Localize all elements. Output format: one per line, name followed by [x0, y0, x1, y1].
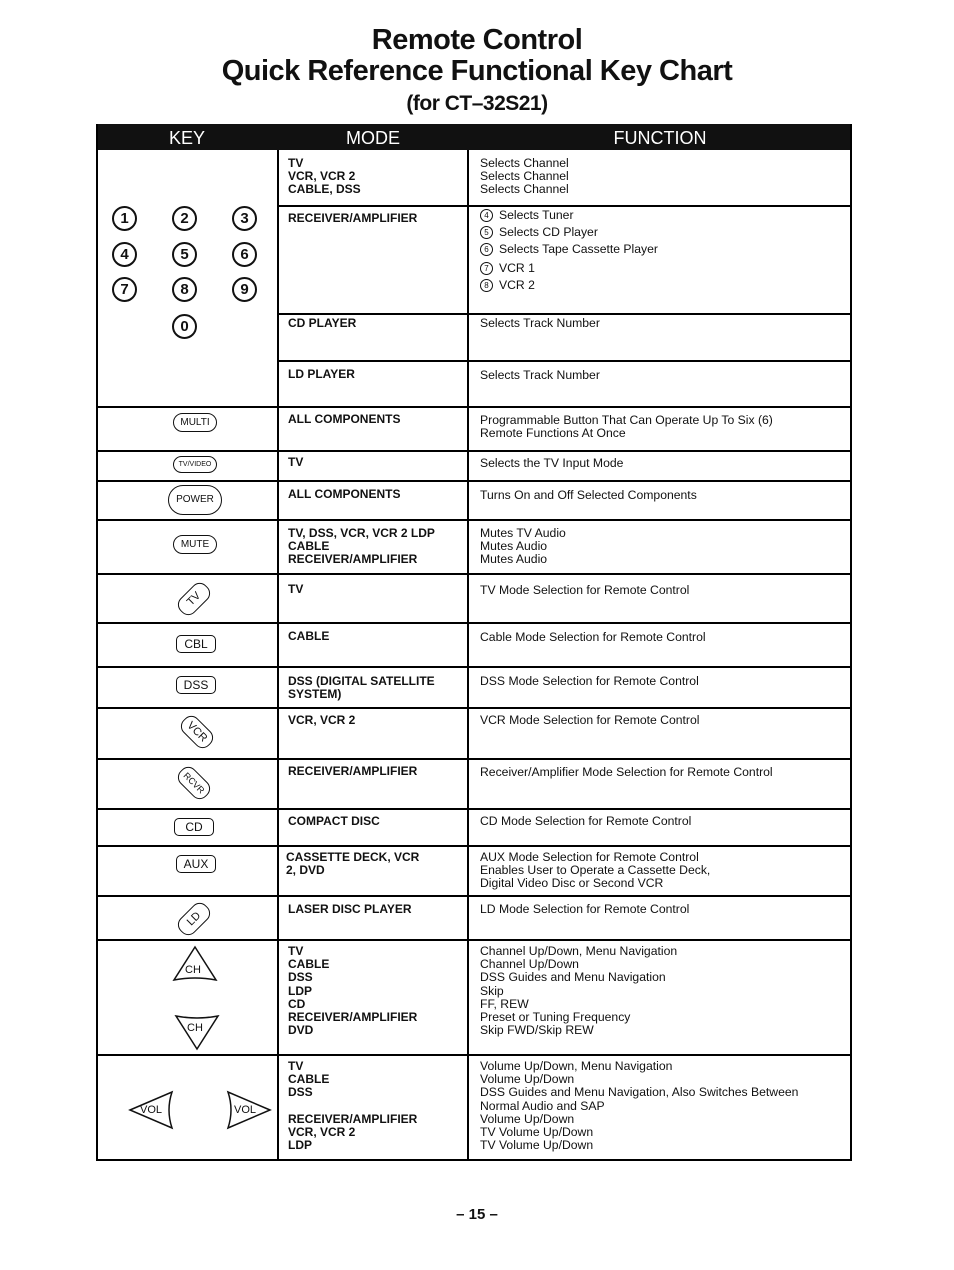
- key-0-icon: 0: [172, 314, 197, 339]
- rcvr-mode-key-icon: RCVR: [174, 763, 214, 803]
- row-divider: [96, 406, 852, 408]
- mode-cell: COMPACT DISC: [288, 814, 380, 828]
- row-divider: [278, 313, 852, 315]
- function-cell: Selects Track Number: [480, 316, 600, 330]
- key-2-icon: 2: [172, 206, 197, 231]
- mode-cell: LD PLAYER: [288, 367, 355, 381]
- channel-down-label: CH: [187, 1022, 203, 1034]
- function-cell: Turns On and Off Selected Components: [480, 488, 697, 502]
- page-subtitle: (for CT–32S21): [406, 92, 548, 115]
- function-cell: [480, 243, 658, 256]
- cd-mode-key-icon: CD: [174, 818, 214, 836]
- volume-down-label: VOL: [140, 1104, 163, 1116]
- ld-mode-key-icon: LD: [174, 899, 214, 939]
- number-8-icon: 8: [480, 279, 493, 292]
- function-item: Selects Tape Cassette Player: [499, 242, 658, 256]
- row-divider: [96, 666, 852, 668]
- mode-cell: CD PLAYER: [288, 316, 357, 330]
- column-divider-mode: [467, 150, 469, 1160]
- function-cell: Volume Up/Down, Menu Navigation Volume Up/Down DSS Guides and Menu Navigation, Also Switches Between Normal Audio and SAP Volume Up/Down TV Volume Up/Down TV Volume Up/Down: [480, 1059, 799, 1153]
- mode-cell: TV CABLE DSS RECEIVER/AMPLIFIER VCR, VCR 2 LDP: [288, 1059, 418, 1153]
- key-9-icon: 9: [232, 277, 257, 302]
- function-cell: [480, 279, 535, 292]
- row-divider: [96, 573, 852, 575]
- function-cell: Mutes TV Audio Mutes Audio Mutes Audio: [480, 526, 566, 567]
- row-divider: [96, 622, 852, 624]
- key-7-icon: 7: [112, 277, 137, 302]
- key-chart-table: [96, 124, 852, 1161]
- function-cell: Receiver/Amplifier Mode Selection for Remote Control: [480, 765, 773, 779]
- tv-mode-key-icon: TV: [174, 579, 214, 619]
- row-divider: [96, 450, 852, 452]
- key-4-icon: 4: [112, 242, 137, 267]
- function-item: Selects CD Player: [499, 225, 598, 239]
- mode-cell: RECEIVER/AMPLIFIER: [288, 764, 418, 778]
- mode-cell: TV CABLE DSS LDP CD RECEIVER/AMPLIFIER DVD: [288, 944, 418, 1038]
- key-8-icon: 8: [172, 277, 197, 302]
- mode-cell: TV, DSS, VCR, VCR 2 LDP CABLE RECEIVER/AMPLIFIER: [288, 526, 435, 567]
- function-item: Selects Tuner: [499, 208, 574, 222]
- row-divider: [96, 808, 852, 810]
- mode-cell: LASER DISC PLAYER: [288, 902, 412, 916]
- key-6-icon: 6: [232, 242, 257, 267]
- aux-mode-key-icon: AUX: [176, 855, 216, 873]
- number-5-icon: 5: [480, 226, 493, 239]
- number-6-icon: 6: [480, 243, 493, 256]
- page-number: – 15 –: [456, 1206, 498, 1223]
- row-divider: [96, 519, 852, 521]
- mute-key-icon: MUTE: [173, 535, 217, 554]
- column-divider-key: [277, 150, 279, 1160]
- page-title-line2: Quick Reference Functional Key Chart: [221, 55, 733, 87]
- function-cell: TV Mode Selection for Remote Control: [480, 583, 690, 597]
- row-divider: [96, 939, 852, 941]
- number-7-icon: 7: [480, 262, 493, 275]
- function-cell: Channel Up/Down, Menu Navigation Channel Up/Down DSS Guides and Menu Navigation Skip FF, REW Preset or Tuning Frequency Skip FWD/Skip REW: [480, 944, 678, 1038]
- row-divider: [96, 845, 852, 847]
- vcr-mode-key-icon: VCR: [177, 712, 217, 752]
- function-cell: Programmable Button That Can Operate Up To Six (6) Remote Functions At Once: [480, 413, 773, 441]
- header-function: FUNCTION: [468, 124, 852, 150]
- mode-cell: ALL COMPONENTS: [288, 487, 401, 501]
- row-divider: [96, 895, 852, 897]
- function-cell: Selects the TV Input Mode: [480, 456, 624, 470]
- table-border-right: [850, 124, 852, 1161]
- key-1-icon: 1: [112, 206, 137, 231]
- function-cell: VCR Mode Selection for Remote Control: [480, 713, 700, 727]
- row-divider: [96, 707, 852, 709]
- row-divider: [96, 480, 852, 482]
- header-mode: MODE: [278, 124, 468, 150]
- function-item: VCR 2: [499, 278, 535, 292]
- function-cell: DSS Mode Selection for Remote Control: [480, 674, 699, 688]
- function-cell: AUX Mode Selection for Remote Control Enables User to Operate a Cassette Deck, Digital Video Disc or Second VCR: [480, 850, 711, 891]
- mode-cell: TV: [288, 455, 304, 469]
- function-cell: [480, 262, 535, 275]
- row-divider: [96, 1054, 852, 1056]
- volume-up-label: VOL: [234, 1104, 257, 1116]
- channel-up-label: CH: [185, 964, 201, 976]
- row-divider: [278, 360, 852, 362]
- page-title: Remote Control: [371, 24, 583, 56]
- dss-mode-key-icon: DSS: [176, 676, 216, 694]
- table-border-left: [96, 124, 98, 1161]
- function-item: VCR 1: [499, 261, 535, 275]
- mode-cell: RECEIVER/AMPLIFIER: [288, 211, 418, 225]
- mode-cell: CABLE: [288, 629, 330, 643]
- mode-cell: CASSETTE DECK, VCR 2, DVD: [286, 850, 420, 878]
- mode-cell: TV VCR, VCR 2 CABLE, DSS: [288, 156, 361, 197]
- mode-cell: ALL COMPONENTS: [288, 412, 401, 426]
- table-border-bottom: [96, 1159, 852, 1161]
- row-divider: [278, 205, 852, 207]
- function-cell: Selects Channel Selects Channel Selects Channel: [480, 156, 569, 197]
- multi-key-icon: MULTI: [173, 413, 217, 432]
- key-3-icon: 3: [232, 206, 257, 231]
- key-5-icon: 5: [172, 242, 197, 267]
- function-cell: [480, 226, 598, 239]
- mode-cell: DSS (DIGITAL SATELLITE SYSTEM): [288, 674, 435, 702]
- number-4-icon: 4: [480, 209, 493, 222]
- function-cell: LD Mode Selection for Remote Control: [480, 902, 690, 916]
- mode-cell: TV: [288, 582, 304, 596]
- function-cell: Cable Mode Selection for Remote Control: [480, 630, 706, 644]
- power-key-icon: POWER: [168, 485, 222, 515]
- function-cell: Selects Track Number: [480, 368, 600, 382]
- header-key: KEY: [96, 124, 278, 150]
- function-cell: [480, 209, 574, 222]
- mode-cell: VCR, VCR 2: [288, 713, 356, 727]
- row-divider: [96, 758, 852, 760]
- function-cell: CD Mode Selection for Remote Control: [480, 814, 692, 828]
- tv-video-key-icon: TV/VIDEO: [173, 456, 217, 473]
- cbl-mode-key-icon: CBL: [176, 635, 216, 653]
